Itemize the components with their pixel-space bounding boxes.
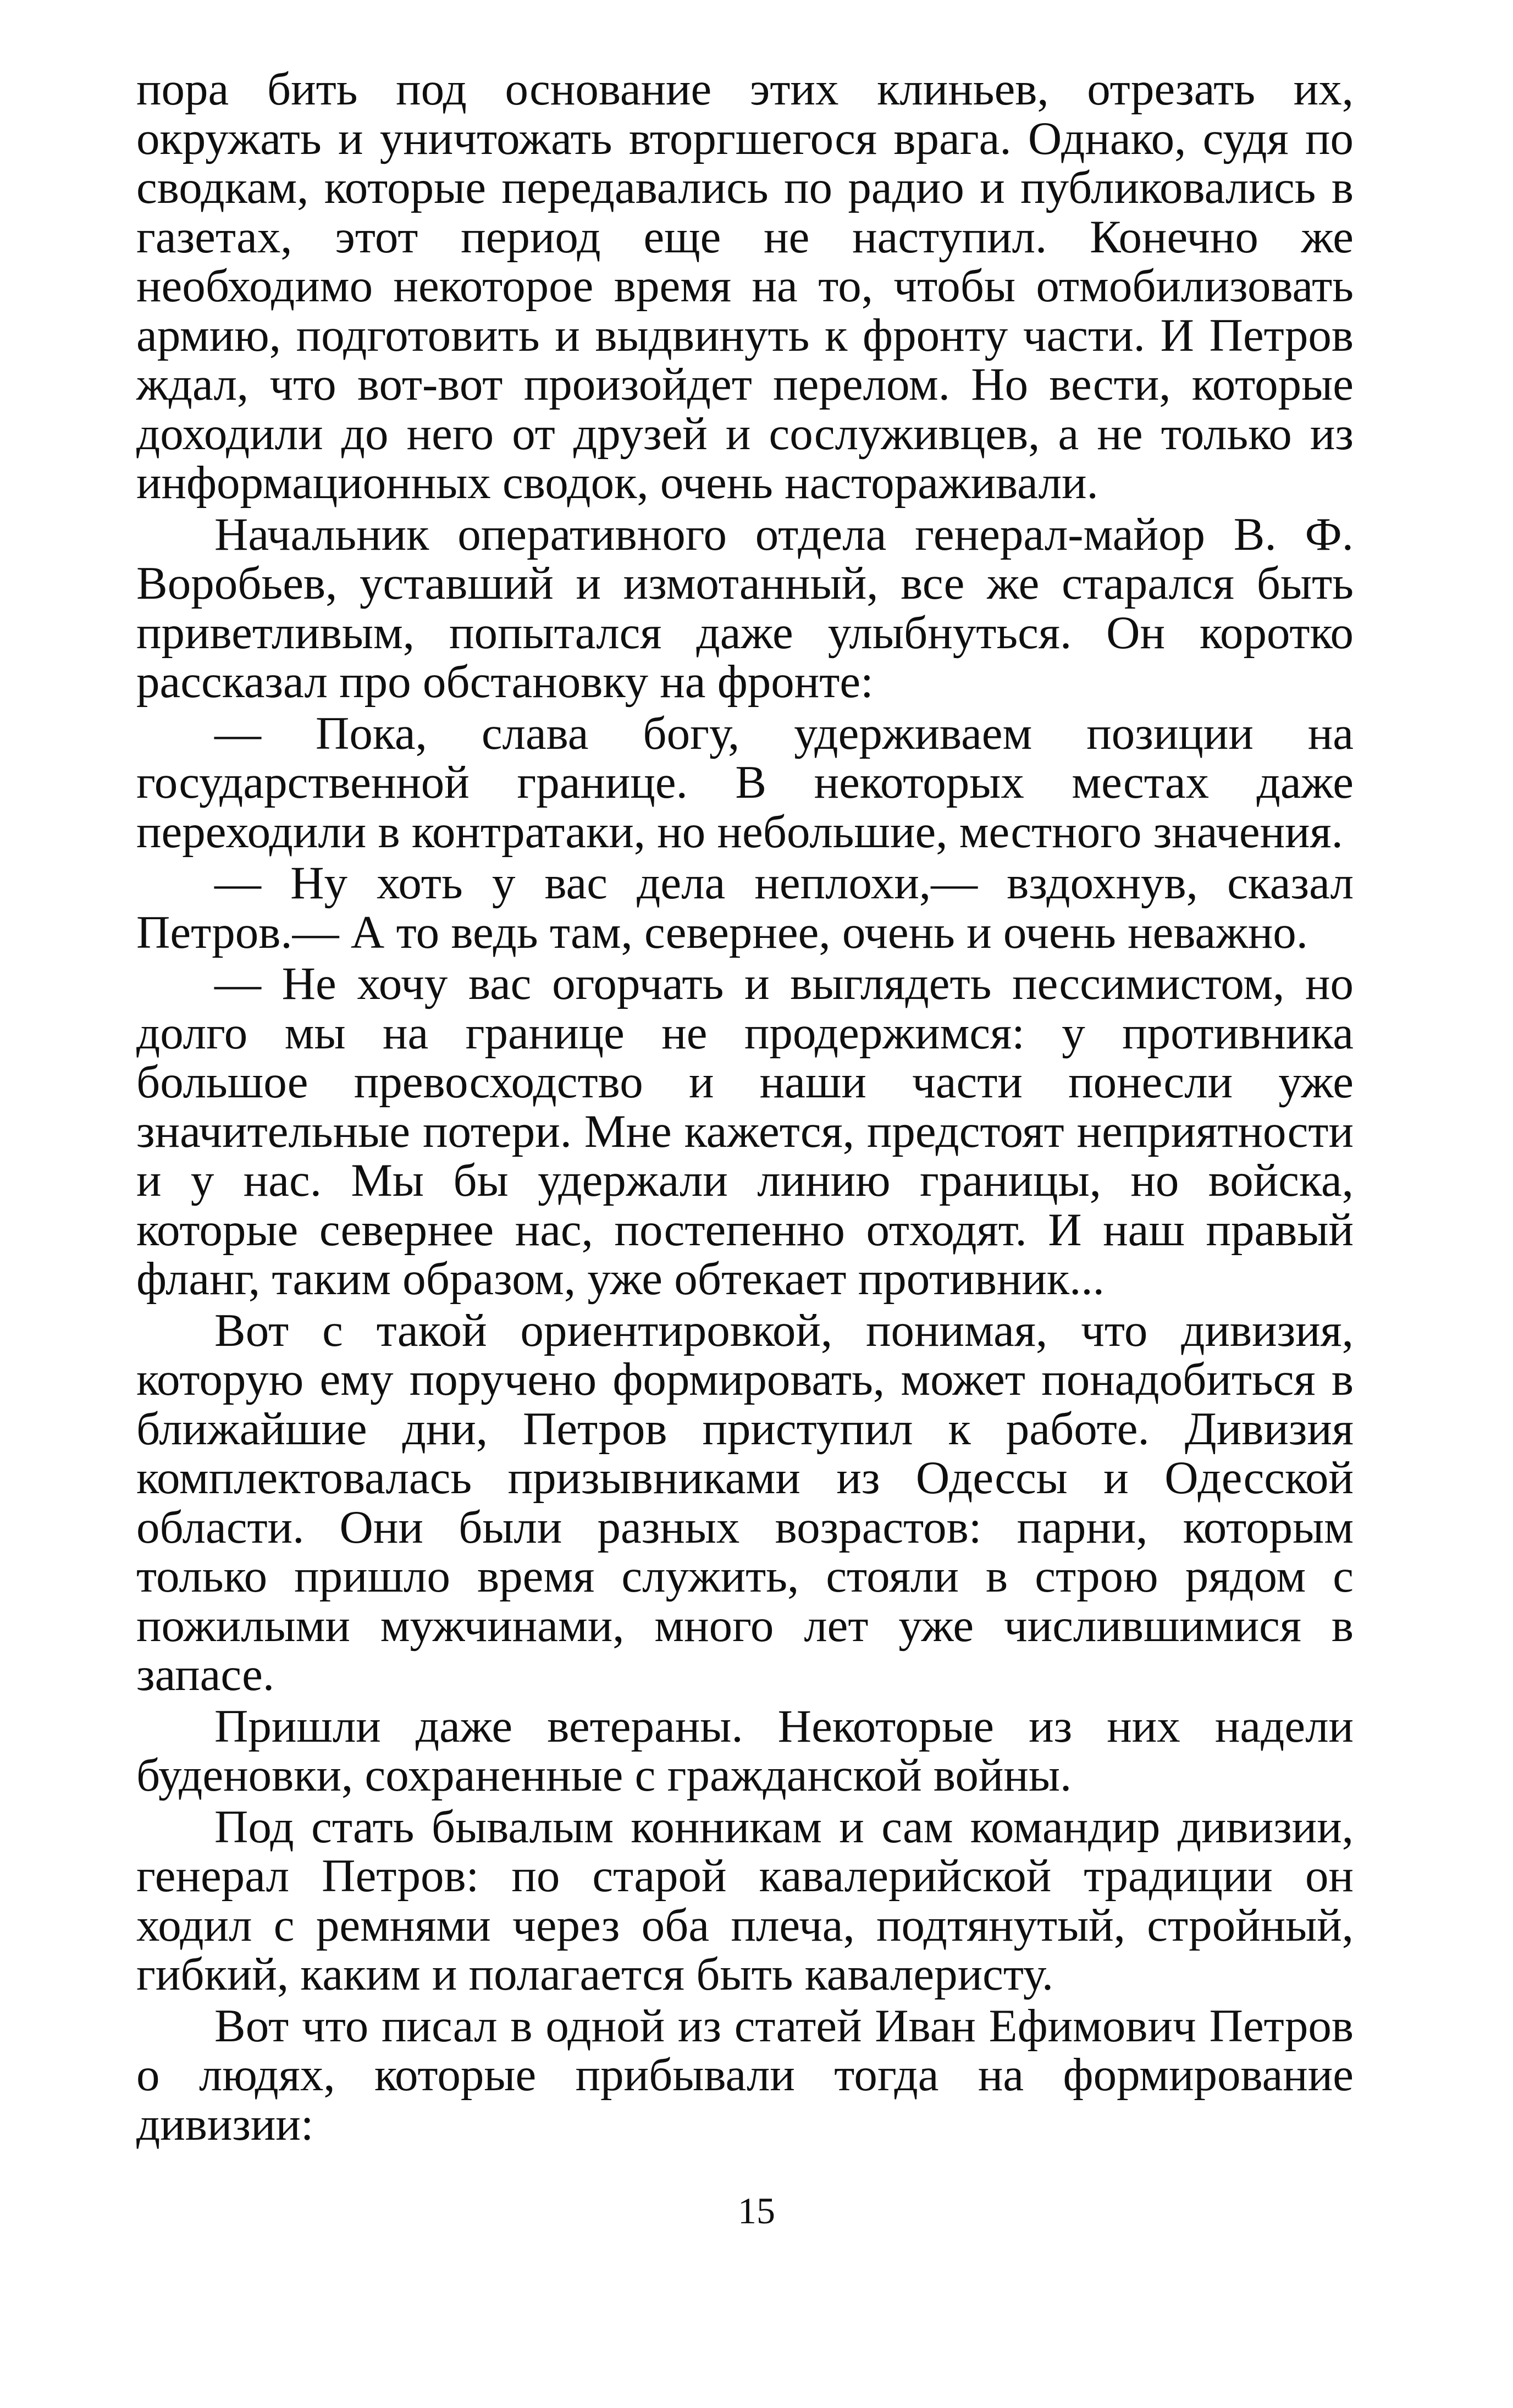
paragraph: Под стать бывалым конникам и сам командир дивизии, генерал Петров: по старой кавалерийской традиции он ходил с ремнями через оба плеча, подтянутый, стройный, гибкий, каким и полагается быть кавалеристу. xyxy=(136,1801,1354,2000)
paragraph: — Ну хоть у вас дела неплохи,— вздохнув, сказал Петров.— А то ведь там, севернее, очень и очень неважно. xyxy=(136,857,1354,958)
paragraph: Вот с такой ориентировкой, понимая, что дивизия, которую ему поручено формировать, может понадобиться в ближайшие дни, Петров приступил к работе. Дивизия комплектовалась призывниками из Одессы и Одесской области. Они были разных возрастов: парни, которым только пришло время служить, стояли в строю рядом с пожилыми мужчинами, много лет уже числившимися в запасе. xyxy=(136,1304,1354,1700)
page-number: 15 xyxy=(738,2190,775,2232)
paragraph: — Не хочу вас огорчать и выглядеть пессимистом, но долго мы на границе не продержимся: у противника большое превосходство и наши части понесли уже значительные потери. Мне кажется, предстоят неприятности и у нас. Мы бы удержали линию границы, но войска, которые севернее нас, постепенно отходят. И наш правый фланг, таким образом, уже обтекает противник... xyxy=(136,958,1354,1305)
paragraph: — Пока, слава богу, удерживаем позиции на государственной границе. В некоторых местах даже переходили в контратаки, но небольшие, местного значения. xyxy=(136,707,1354,858)
paragraph: Вот что писал в одной из статей Иван Ефимович Петров о людях, которые прибывали тогда на формирование дивизии: xyxy=(136,2000,1354,2150)
paragraph: Пришли даже ветераны. Некоторые из них надели буденовки, сохраненные с гражданской войны. xyxy=(136,1700,1354,1801)
paragraph: Начальник оперативного отдела генерал-майор В. Ф. Воробьев, уставший и измотанный, все же старался быть приветливым, попытался даже улыбнуться. Он коротко рассказал про обстановку на фронте: xyxy=(136,508,1354,708)
paragraph: пора бить под основание этих клиньев, отрезать их, окружать и уничтожать вторгшегося врага. Однако, судя по сводкам, которые передавались по радио и публиковались в газетах, этот период еще не наступил. Конечно же необходимо некоторое время на то, чтобы отмобилизовать армию, подготовить и выдвинуть к фронту части. И Петров ждал, что вот-вот произойдет перелом. Но вести, которые доходили до него от друзей и сослуживцев, а не только из информационных сводок, очень настораживали. xyxy=(136,63,1354,509)
page-text xyxy=(136,65,1354,2151)
